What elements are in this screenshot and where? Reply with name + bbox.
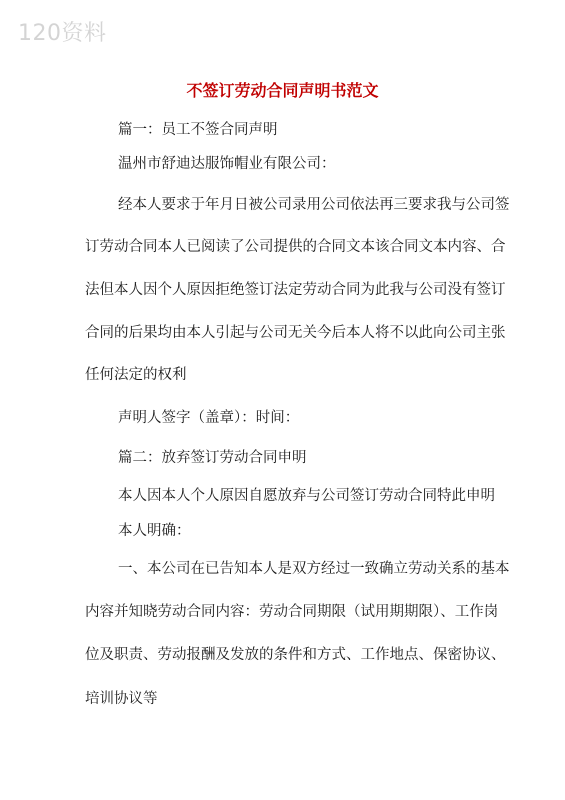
paragraph-line: 一、本公司在已告知本人是双方经过一致确立劳动关系的基本 <box>118 561 510 577</box>
paragraph-line: 培训协议等 <box>85 691 158 707</box>
paragraph-line: 本人因本人个人原因自愿放弃与公司签订劳动合同特此申明 <box>118 488 495 504</box>
paragraph-line: 篇二：放弃签订劳动合同申明 <box>118 450 307 466</box>
paragraph-line: 任何法定的权利 <box>85 367 187 383</box>
paragraph-line: 经本人要求于年月日被公司录用公司依法再三要求我与公司签 <box>118 197 510 213</box>
paragraph-line: 篇一：员工不签合同声明 <box>118 122 278 138</box>
paragraph-line: 订劳动合同本人已阅读了公司提供的合同文本该合同文本内容、合 <box>85 239 506 255</box>
paragraph-line: 内容并知晓劳动合同内容：劳动合同期限（试用期期限）、工作岗 <box>85 604 499 620</box>
paragraph-line: 温州市舒迪达服饰帽业有限公司： <box>118 156 336 172</box>
paragraph-line: 位及职责、劳动报酬及发放的条件和方式、工作地点、保密协议、 <box>85 647 506 663</box>
paragraph-line: 合同的后果均由本人引起与公司无关今后本人将不以此向公司主张 <box>85 325 506 341</box>
paragraph-line: 声明人签字（盖章）：时间： <box>118 410 300 426</box>
watermark-logo: 120资料 <box>18 21 107 46</box>
document-title: 不签订劳动合同声明书范文 <box>186 81 379 100</box>
paragraph-line: 法但本人因个人原因拒绝签订法定劳动合同为此我与公司没有签订 <box>85 282 506 298</box>
paragraph-line: 本人明确： <box>118 523 191 539</box>
